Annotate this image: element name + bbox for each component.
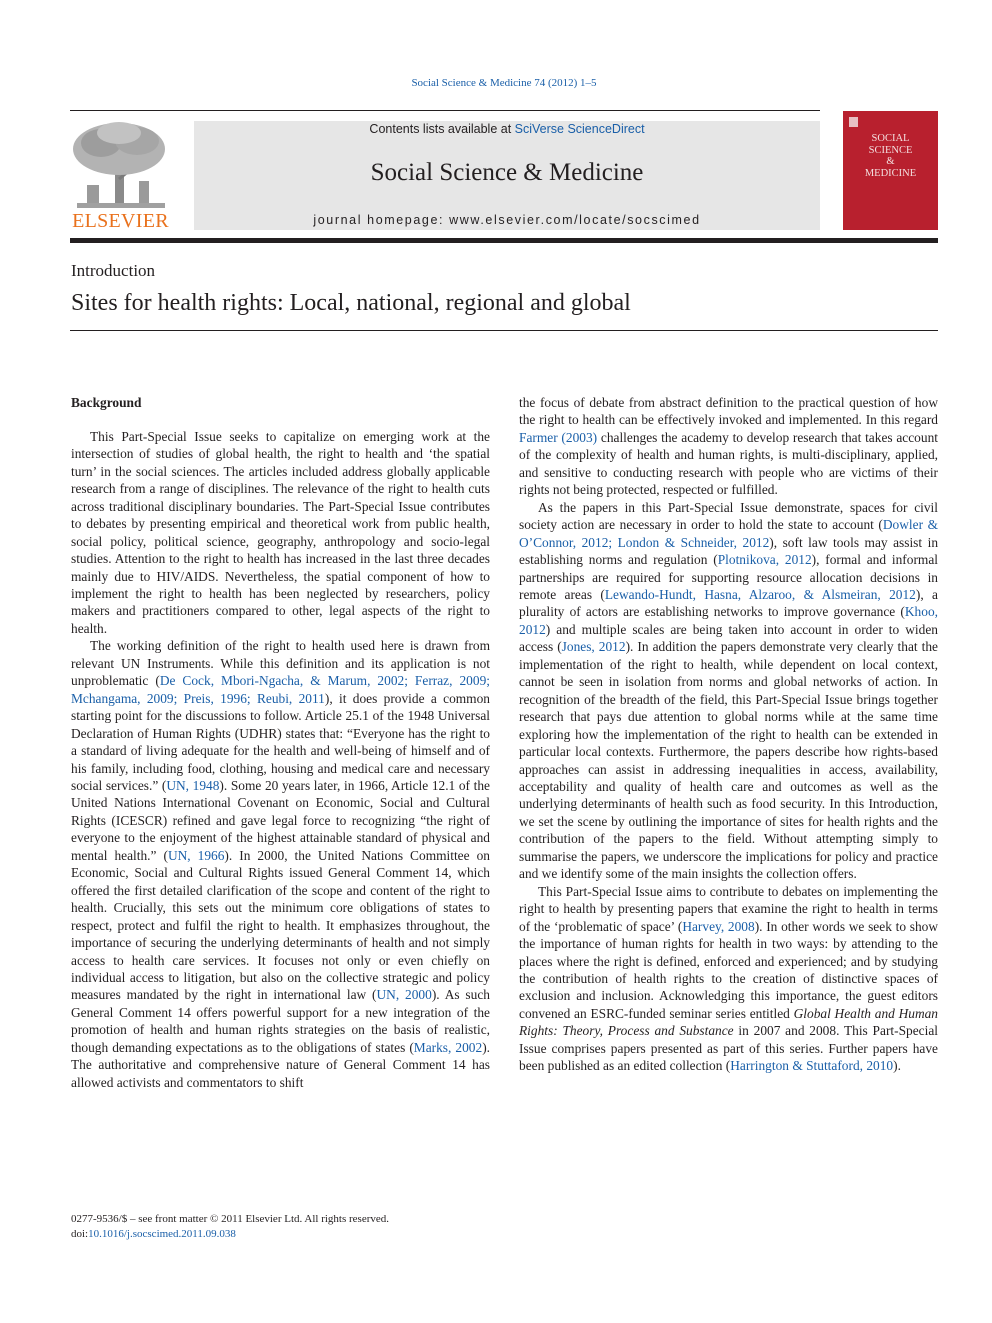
journal-citation[interactable]: Social Science & Medicine 74 (2012) 1–5 [411, 77, 597, 89]
left-body [71, 428, 490, 1091]
sciencedirect-link[interactable]: SciVerse ScienceDirect [514, 122, 645, 136]
citation-link[interactable]: Marks, 2002 [413, 1039, 483, 1055]
text-run: ) and multiple scales are being taken into account in order to widen access ( [519, 621, 938, 655]
text-run: ). The authoritative and comprehensive nature of General Comment 14 has allowed activists and commentators to shift [71, 1039, 490, 1090]
body-paragraph [71, 428, 490, 637]
text-run: The working definition of the right to health used here is drawn from relevant UN Instruments. While this definition and its application is not unproblematic ( [71, 638, 490, 689]
cover-title-line: SOCIAL [871, 133, 910, 144]
right-body [519, 394, 938, 1075]
homepage-url[interactable]: www.elsevier.com/locate/socscimed [449, 213, 701, 227]
body-paragraph [519, 883, 938, 1075]
tree-icon [69, 119, 172, 211]
body-paragraph [71, 637, 490, 1091]
text-run: ). [893, 1058, 901, 1074]
article-title: Sites for health rights: Local, national, regional and global [71, 290, 631, 316]
text-run: ). As such General Comment 14 offers powerful support for a new integration of the promotion of health and human rights strategies on the basis of realistic, though demanding expectations as to the obligations of states ( [71, 987, 490, 1055]
text-run: ). In 2000, the United Nations Committee on Economic, Social and Cultural Rights issued General Comment 14, which offered the first detailed clarification of the scope and content of the right to health. Crucially, this sets out the minimum core obligations of states to respect, protect and fulfil the right to health. It emphasizes throughout, the importance of securing the underlying determinants of health and not simply access to health care services. It focuses not only or even chiefly on individual access to litigation, but also on the collective strategic and policy measures mandated by the right in international law ( [71, 847, 490, 1003]
article-type: Introduction [71, 261, 156, 280]
journal-cover [843, 111, 938, 230]
text-run: ), formal and informal partnerships are required for supporting resource allocation decisions in remote areas ( [519, 552, 938, 602]
footer [71, 1212, 389, 1242]
masthead-rule [70, 238, 938, 243]
text-run: challenges the academy to develop research that takes account of the complexity of health and human rights, is multi-disciplinary, applied, and sensitive to conducting research with people who are victims of their rights not being protected, respected or fulfilled. [519, 429, 938, 498]
cover-title-line: SCIENCE [868, 144, 913, 156]
column-right [519, 394, 938, 1075]
text-run: This Part-Special Issue aims to contribute to debates on implementing the right to health by presenting papers that examine the right to health in terms of the ‘problematic of space’ ( [519, 883, 938, 934]
publisher-name: ELSEVIER [72, 210, 169, 232]
column-left [71, 394, 490, 1091]
body-paragraph [519, 394, 938, 499]
text-run: This Part-Special Issue seeks to capitalize on emerging work at the intersection of studies of global health, the right to health and ‘the spatial turn’ in the social sciences. The articles included address globally applicable research from a range of disciplines. The relevance of the right to health cuts across traditional disciplinary boundaries. The Part-Special Issue contributes to debates by presenting empirical and theoretical work from public health, social policy, political science, geography, anthropology and socio-legal studies. Attention to the right to health has increased in the last three decades mainly due to HIV/AIDS. Nevertheless, the spatial component of how to implement the right to health has been neglected by researchers, policy makers and practitioners compared to other, legal aspects of the right to health. [71, 428, 490, 636]
doi-line [71, 1227, 389, 1242]
citation-link[interactable]: Lewando-Hundt, Hasna, Alzaroo, & Alsmeiran, 2012 [604, 586, 916, 602]
citation-link[interactable]: UN, 1966 [167, 847, 225, 863]
text-run: in 2007 and 2008. This Part-Special Issue comprises papers presented as part of this series. Further papers have been published as an edited collection ( [519, 1023, 938, 1074]
text-run: the focus of debate from abstract definition to the practical question of how the right to health can be effectively invoked and implemented. In this regard [519, 395, 938, 428]
citation-link[interactable]: Harvey, 2008 [682, 918, 755, 934]
cover-mark-icon [849, 117, 858, 127]
cover-title-line: MEDICINE [864, 167, 917, 179]
journal-masthead [194, 121, 820, 230]
cover-title-line: & [886, 156, 895, 167]
citation-link[interactable]: Dowler & O’Connor, 2012; London & Schneider, 2012 [519, 517, 938, 550]
header-rule [70, 110, 820, 111]
body-paragraph [519, 499, 938, 883]
title-rule [70, 330, 938, 331]
citation-link[interactable]: Plotnikova, 2012 [717, 552, 812, 568]
citation-link[interactable]: UN, 1948 [166, 778, 220, 794]
text-run: ), it does provide a common starting point for the discussions to follow. Article 25.1 of the 1948 Universal Declaration of Human Rights (UDHR) states that: “Everyone has the right to a standard of living adequate for the health and well-being of himself and of his family, including food, clothing, housing and medical care and necessary social services.” ( [71, 690, 490, 794]
text-run: ). In addition the papers demonstrate very clearly that the implementation of the right to health, while dependent on local context, cannot be seen in isolation from norms and global networks of action. In recognition of the breadth of the field, this Part-Special Issue brings together research that pays due attention to global norms while at the same time exploring how the implementation of the right to health can be extended in particular local contexts. Furthermore, the papers describe how rights-based approaches can assist in addressing inequalities in access, availability, acceptability and quality of health care and outcomes as well as the underlying determinants of health such as food security. In this Introduction, we set the scene by outlining the importance of sites for health rights and the contribution of the papers to the field. Without attempting simply to summarise the papers, we underscore the implications for policy and practice and we identify some of the main insights the collection offers. [519, 639, 938, 882]
text-run: ), soft law tools may assist in establishing norms and regulation ( [519, 534, 939, 568]
contents-prefix: Contents lists available at [369, 122, 515, 136]
text-run: ). In other words we seek to show the importance of human rights for health in two ways: by attending to the places where the right is defined, enforced and experienced; and by studying the contribution of health rights to the creation of distinctive spaces of exclusion and inclusion. Acknowledging this importance, the guest editors convened an ESRC-funded seminar series entitled [519, 918, 939, 1021]
journal-title: Social Science & Medicine [370, 159, 644, 186]
citation-link[interactable]: UN, 2000 [376, 987, 432, 1003]
text-run: As the papers in this Part-Special Issue demonstrate, spaces for civil society action are necessary in order to hold the state to account ( [519, 499, 938, 533]
text-run: ). Some 20 years later, in 1966, Article 12.1 of the United Nations International Covenant on Economic, Social and Cultural Rights (ICESCR) refined and gave legal force to recognizing “the right of everyone to the enjoyment of the highest attainable standard of physical and mental health.” ( [71, 778, 490, 863]
homepage-line [194, 213, 820, 227]
homepage-prefix: journal homepage: [313, 213, 450, 227]
section-heading: Background [71, 395, 142, 410]
copyright-line: 0277-9536/$ – see front matter © 2011 Elsevier Ltd. All rights reserved. [71, 1213, 390, 1225]
citation-link[interactable]: Farmer (2003) [519, 429, 598, 445]
contents-line [194, 122, 820, 136]
citation-link[interactable]: Khoo, 2012 [519, 604, 938, 637]
text-run: Global Health and Human Rights: Theory, Process and Substance [519, 1005, 939, 1039]
doi-prefix: doi: [71, 1228, 89, 1240]
text-run: ), a plurality of actors are establishing networks to improve governance ( [519, 586, 938, 620]
cover-title [843, 133, 938, 179]
citation-link[interactable]: Harrington & Stuttaford, 2010 [730, 1058, 894, 1074]
doi-link[interactable]: 10.1016/j.socscimed.2011.09.038 [88, 1228, 236, 1240]
publisher-logo [69, 119, 172, 231]
citation-link[interactable]: Jones, 2012 [561, 639, 626, 655]
citation-link[interactable]: De Cock, Mbori-Ngacha, & Marum, 2002; Ferraz, 2009; Mchangama, 2009; Preis, 1996; Reubi, 2011 [71, 673, 490, 706]
